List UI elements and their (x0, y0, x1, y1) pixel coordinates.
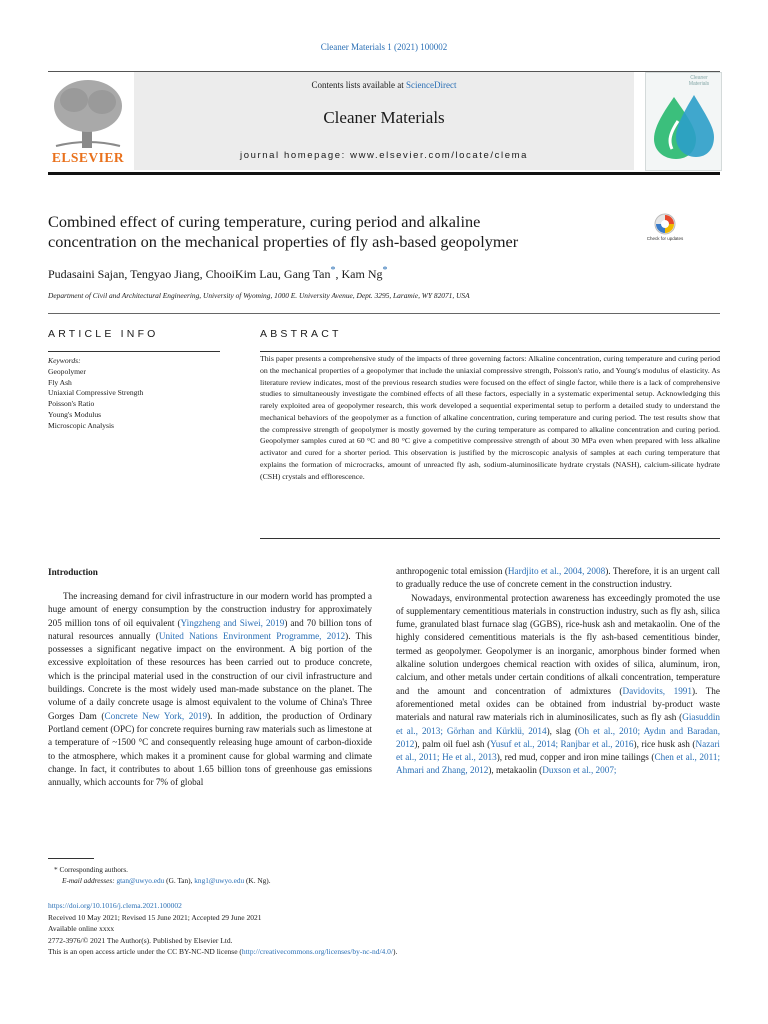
citation-link[interactable]: Giasuddin et al., 2013; Görhan and Kürklü, 2014 (396, 712, 720, 736)
keyword: Uniaxial Compressive Strength (48, 388, 144, 398)
keyword: Fly Ash (48, 377, 72, 387)
article-info-rule (48, 351, 220, 352)
keyword: Geopolymer (48, 367, 86, 376)
citation-link[interactable]: Yusuf et al., 2014; Ranjbar et al., 2016 (490, 738, 634, 749)
email-owner: (G. Tan), (164, 876, 195, 885)
license-prefix: This is an open access article under the CC BY-NC-ND license ( (48, 947, 242, 956)
body-text: ), red mud, copper and iron mine tailings ( (496, 752, 655, 763)
license-link[interactable]: http://creativecommons.org/licenses/by-nc-nd/4.0/ (241, 947, 393, 956)
citation-link[interactable]: United Nations Environment Programme, 2012 (158, 630, 346, 641)
body-text: ). Therefore, it is an urgent call to gradually reduce the use of concrete cement in the construction industry. (396, 566, 720, 590)
license-line (48, 946, 397, 958)
abstract-bottom-rule (260, 538, 720, 539)
footnote-rule (48, 858, 94, 859)
citation-link[interactable]: Chen et al., 2011; Ahmari and Zhang, 2012 (396, 752, 720, 776)
body-text: ). The aforementioned metal oxides can be obtained from industrial by-product waste materials and natural raw materials rich in aluminosilicates, such as fly ash ( (396, 685, 720, 723)
history-dates: Received 10 May 2021; Revised 15 June 2021; Accepted 29 June 2021 (48, 912, 262, 922)
check-updates-label[interactable]: Check for updates (646, 236, 684, 241)
cover-drop-graphic (650, 91, 716, 163)
keyword: Young's Modulus (48, 409, 102, 419)
body-text: ), metakaolin ( (488, 765, 543, 776)
corresponding-mark[interactable]: * (382, 265, 388, 276)
affiliation: Department of Civil and Architectural Engineering, University of Wyoming, 1000 E. University Avenue, Dept. 3295, Laramie, WY 82071, USA (48, 291, 470, 300)
citation-link[interactable]: Oh et al., 2010; Aydın and Baradan, 2012 (396, 725, 720, 749)
license-suffix: ). (392, 947, 398, 956)
header-thick-rule (48, 172, 720, 175)
email-owner: (K. Ng). (244, 876, 271, 885)
journal-cover-thumbnail[interactable] (645, 72, 722, 171)
elsevier-wordmark: ELSEVIER (51, 150, 125, 165)
footnote-star: * (54, 865, 58, 874)
citation-link[interactable]: Nazari et al., 2011; He et al., 2013 (396, 738, 720, 763)
issn-copyright: 2772-3976/© 2021 The Author(s). Published by Elsevier Ltd. (48, 935, 233, 945)
citation-link[interactable]: Duxson et al., 2007; (542, 765, 617, 776)
article-metadata (48, 900, 397, 958)
title-line-2: concentration on the mechanical properties of fly ash-based geopolymer (48, 232, 519, 251)
body-text: Nowadays, environmental protection awareness has exceedingly promoted the use of supplementary cementitious materials in construction industry, such as fly ash, silica fume, granulated blast furnace slag (GGBS), rice-husk ash and metakaolin. One of the highly considered cementitious materials is the fly ash-based cementitious binder, termed as geopolymer. Geopolymer is an inorganic, amorphous binder formed when alkaline solution undergoes chemical reaction with oxides of silica, aluminum, iron, calcium, and other metals under certain conditions of alkali concentration, temperature and the amount and concentration of admixtures ( (396, 592, 720, 696)
paragraph (396, 592, 720, 778)
journal-title: Cleaner Materials (323, 108, 445, 127)
email-label: E-mail addresses: (62, 876, 117, 885)
journal-reference-link[interactable]: Cleaner Materials 1 (2021) 100002 (320, 42, 448, 52)
citation-link[interactable]: Hardjito et al., 2004, 2008 (507, 566, 606, 576)
email-link[interactable]: gtan@uwyo.edu (116, 876, 165, 885)
paragraph (396, 565, 720, 592)
paragraph (48, 590, 372, 789)
body-text: anthropogenic total emission ( (396, 566, 508, 576)
journal-homepage: journal homepage: www.elsevier.com/locate/clema (240, 150, 528, 161)
body-text: ). In addition, the production of Ordinary Portland cement (OPC) for concrete requires burning raw materials such as limestone at a temperature of ~1500 °C and consequently releasing huge amount of carbon-dioxide to the atmosphere, which makes it a prominent cause for global warming and climate change. In fact, it contributes to about 1.65 billion tons of greenhouse gas emissions annually, which accounts for 7% of global (48, 710, 372, 788)
footnote-corresponding (54, 865, 128, 874)
body-column-right (396, 565, 720, 778)
sciencedirect-link[interactable]: ScienceDirect (406, 80, 457, 90)
article-info-heading: ARTICLE INFO (48, 328, 159, 340)
introduction-heading: Introduction (48, 567, 98, 577)
citation-link[interactable]: Yingzheng and Siwei, 2019 (180, 617, 285, 628)
contents-line (134, 80, 634, 90)
keyword: Microscopic Analysis (48, 420, 115, 430)
body-text: ) and 70 billion tons of natural resources annually ( (48, 617, 372, 641)
available-online: Available online xxxx (48, 924, 115, 933)
body-text: ). This possesses a significant negative impact on the environment. A big portion of the excessive exploitation of these resources has been carried out to produce concrete, which is the principal material used in the construction of our civil infrastructure and buildings. Concrete is the most widely used man-made substance on the planet. The volume of a daily concrete usage is almost equivalent to the volume of China's Three Gorges Dam ( (48, 630, 372, 721)
citation-link[interactable]: Concrete New York, 2019 (104, 710, 208, 721)
footnote-emails (62, 876, 271, 885)
keywords-label: Keywords: (48, 356, 81, 365)
citation-link[interactable]: Davidovits, 1991 (622, 685, 692, 696)
author-list (48, 265, 388, 282)
abstract-rule (260, 351, 720, 352)
contents-prefix: Contents lists available at (311, 80, 406, 90)
corresponding-mark[interactable]: * (330, 265, 336, 276)
body-text: The increasing demand for civil infrastructure in our modern world has prompted a huge amount of energy consumption by the construction industry for approximately 205 million tons of oil equivalent ( (48, 591, 372, 628)
footnote-text: Corresponding authors. (59, 865, 128, 874)
body-text: ), slag ( (546, 725, 578, 736)
cover-title: Cleaner Materials (688, 75, 710, 87)
title-line-1: Combined effect of curing temperature, curing period and alkaline (48, 212, 481, 231)
keyword: Poisson's Ratio (48, 399, 95, 409)
affiliation-rule (48, 313, 720, 314)
body-text: ), palm oil fuel ash ( (414, 738, 491, 749)
abstract-heading: ABSTRACT (260, 328, 342, 340)
body-text: ), rice husk ash ( (633, 738, 696, 749)
authors-tail: , Kam Ng (335, 267, 383, 281)
body-column-left (48, 590, 372, 789)
keywords-list (48, 367, 143, 431)
email-link[interactable]: kng1@uwyo.edu (194, 876, 245, 885)
abstract-text: This paper presents a comprehensive study of the impacts of three governing factors: Alkaline concentration, curing temperature and curing period on the mechanical properties of a geopolymer that include the uniaxial compressive strength, Poisson's ratio, and Young's modulus of elasticity. As literature review indicates, most of the previous research studies were focused on the effect of single factor, while there is a lack of comprehensive studies to simultaneously investigate the combined effects of all these factors, especially in a systematic experimental setup. Acknowledging this rarely exploited area of geopolymer research, this work developed a sequential experimental setup to perform a detailed study to understand the mechanical behaviors of the geopolymer as a function of alkaline concentration, curing temperature and curing period. The test results show that the compressive strength of geopolymer is mostly governed by the curing temperature as compared to alkaline concentration and curing period. Geopolymer samples cured at 60 °C and 80 °C give a competitive compressive strength of about 30 MPa even when prepared with less alkaline activator and cured for a shorter period. This observation is justified by the microscopic analysis of samples at each curing temperature that explains the formation of microcracks, amount of unreacted fly ash, sodium-aluminosilicate hydrate crystals (NASH), calcium-silicate hydrate (CSH) crystals and efflorescence. (260, 354, 720, 481)
authors-main: Pudasaini Sajan, Tengyao Jiang, ChooiKim Lau, Gang Tan (48, 267, 331, 281)
article-title (48, 212, 628, 252)
doi-link[interactable]: https://doi.org/10.1016/j.clema.2021.100002 (48, 901, 182, 910)
